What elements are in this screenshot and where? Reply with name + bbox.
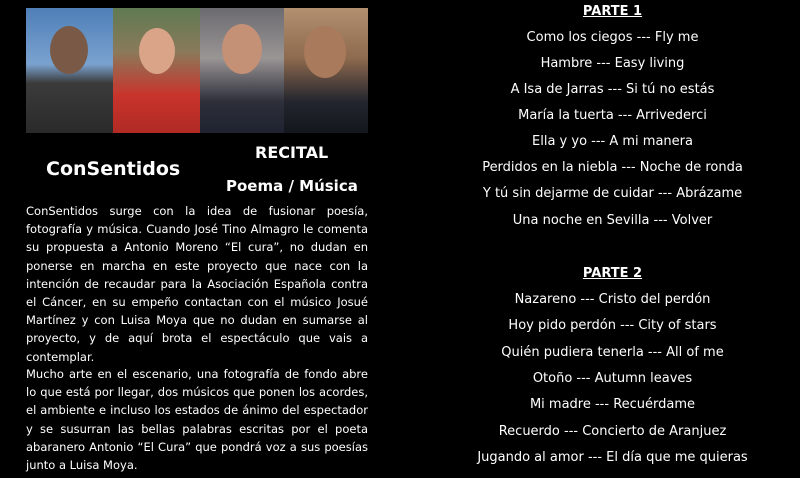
- photo-collage: [26, 8, 368, 133]
- song-item: Como los ciegos --- Fly me: [526, 30, 699, 45]
- part-1-title: PARTE 1: [582, 4, 643, 19]
- photo-person-3: [200, 8, 284, 133]
- song-item: Quién pudiera tenerla --- All of me: [501, 345, 724, 360]
- photo-person-1: [26, 8, 113, 133]
- song-item: Recuerdo --- Concierto de Aranjuez: [498, 424, 727, 439]
- photo-person-4: [284, 8, 368, 133]
- event-subtitle: Poema / Música: [226, 177, 358, 195]
- face-2: [139, 28, 175, 74]
- song-item: Perdidos en la niebla --- Noche de ronda: [482, 160, 743, 175]
- part-2-title: PARTE 2: [582, 266, 643, 281]
- face-4: [304, 26, 346, 78]
- song-item: Y tú sin dejarme de cuidar --- Abrázame: [482, 186, 743, 201]
- description-paragraph-2: Mucho arte en el escenario, una fotografía de fondo abre lo que está por llegar, dos músicos que ponen los acordes, el ambiente e incluso los estados de ánimo del espectador y se susurran las bellas palabras escritas por el poeta abaranero Antonio “El Cura” que pondrá voz a sus poesías junto a Luisa Moya.: [26, 367, 368, 473]
- face-3: [222, 24, 262, 74]
- song-item: Otoño --- Autumn leaves: [532, 371, 693, 386]
- song-item: Nazareno --- Cristo del perdón: [514, 292, 711, 307]
- song-item: A Isa de Jarras --- Si tú no estás: [510, 82, 715, 97]
- song-item: Ella y yo --- A mi manera: [532, 134, 693, 149]
- song-item: Hambre --- Easy living: [540, 56, 685, 71]
- song-item: Mi madre --- Recuérdame: [529, 397, 696, 412]
- song-item: Una noche en Sevilla --- Volver: [512, 213, 713, 228]
- face-1: [50, 26, 88, 74]
- photo-person-2: [113, 8, 200, 133]
- event-title: RECITAL: [255, 143, 329, 162]
- song-item: María la tuerta --- Arrivederci: [518, 108, 707, 123]
- song-item: Hoy pido perdón --- City of stars: [508, 318, 717, 333]
- description-paragraph-1: ConSentidos surge con la idea de fusionar poesía, fotografía y música. Cuando José Tino Almagro le comenta su propuesta a Antonio Moreno “El cura”, no dudan en ponerse en marcha en este proyecto que nace con la intención de recaudar para la Asociación Española contra el Cáncer, en su empeño contactan con el músico Josué Martínez y con Luisa Moya que no dudan en sumarse al proyecto, y de aquí brota el espectáculo que vais a contemplar.: [26, 204, 368, 364]
- brand-title: ConSentidos: [46, 158, 181, 180]
- song-item: Jugando al amor --- El día que me quieras: [477, 450, 748, 465]
